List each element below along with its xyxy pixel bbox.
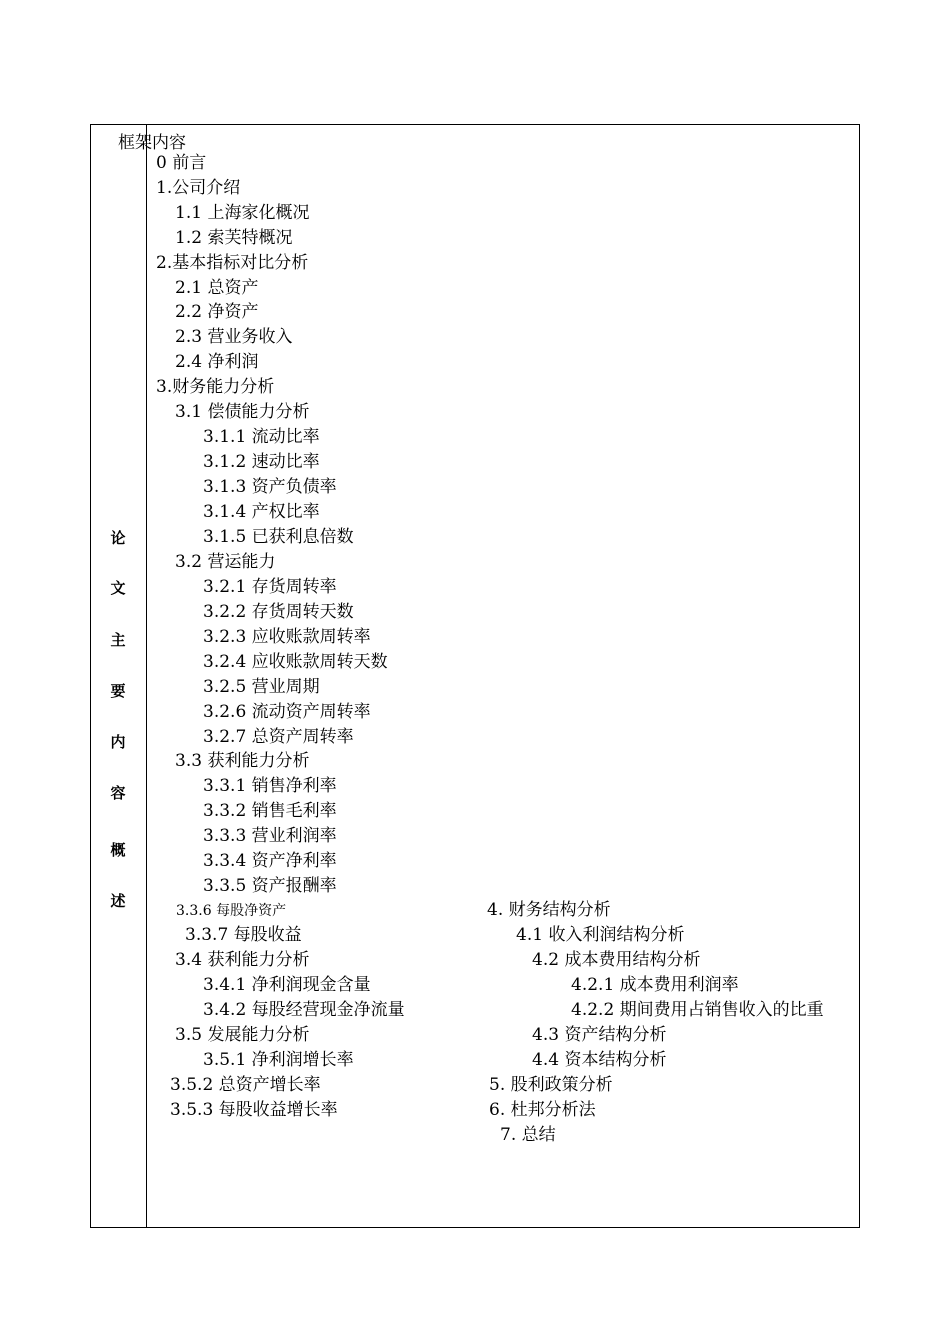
outline-item: 3.3 获利能力分析 [175,751,310,771]
outline-item: 3.3.5 资产报酬率 [203,876,337,896]
outline-item: 3.2.4 应收账款周转天数 [203,652,388,672]
outline-item: 5. 股利政策分析 [489,1075,613,1095]
outline-item: 3.2.1 存货周转率 [203,577,337,597]
side-label-char: 文 [110,579,126,597]
outline-item: 3.3.1 销售净利率 [203,776,337,796]
outline-item: 3.1.1 流动比率 [203,427,320,447]
outline-item: 2.3 营业务收入 [175,327,293,347]
outline-item: 3.4 获利能力分析 [175,950,310,970]
outline-item: 3.5.2 总资产增长率 [170,1075,321,1095]
outline-item: 3.4.1 净利润现金含量 [203,975,371,995]
outline-item: 7. 总结 [500,1125,556,1145]
outline-item: 4.4 资本结构分析 [532,1050,667,1070]
outline-item: 4.2.1 成本费用利润率 [571,975,739,995]
side-label-char: 概 [110,841,126,859]
outline-item: 3.3.4 资产净利率 [203,851,337,871]
outline-item: 3.1.3 资产负债率 [203,477,337,497]
outline-item: 3.2.3 应收账款周转率 [203,627,371,647]
side-label-char: 内 [110,733,126,751]
outline-item: 3.2.2 存货周转天数 [203,602,354,622]
outline-item: 0 前言 [156,153,207,173]
outline-item: 3.1 偿债能力分析 [175,402,310,422]
outline-item: 3.3.2 销售毛利率 [203,801,337,821]
outline-item: 3.1.5 已获利息倍数 [203,527,354,547]
outline-item: 4. 财务结构分析 [487,900,611,920]
side-label-char: 述 [110,892,126,910]
outline-item: 6. 杜邦分析法 [489,1100,596,1120]
outline-item: 3.5.1 净利润增长率 [203,1050,354,1070]
section-header: 框架内容 [118,133,186,153]
outline-item: 4.2 成本费用结构分析 [532,950,701,970]
outline-item: 2.4 净利润 [175,352,259,372]
outline-item: 3.2.7 总资产周转率 [203,727,354,747]
outline-item: 3.3.7 每股收益 [185,925,302,945]
outline-item: 1.1 上海家化概况 [175,203,310,223]
outline-item: 3.3.6 每股净资产 [176,903,287,919]
outline-item: 3.1.2 速动比率 [203,452,320,472]
outline-item: 3.财务能力分析 [156,377,275,397]
outline-item: 3.3.3 营业利润率 [203,826,337,846]
outline-item: 1.2 索芙特概况 [175,228,293,248]
side-label-char: 论 [110,529,126,547]
column-divider [146,124,147,1228]
outline-item: 4.3 资产结构分析 [532,1025,667,1045]
outline-item: 1.公司介绍 [156,178,241,198]
outline-item: 4.1 收入利润结构分析 [516,925,685,945]
outline-item: 3.4.2 每股经营现金净流量 [203,1000,405,1020]
outline-item: 4.2.2 期间费用占销售收入的比重 [571,1000,824,1020]
outline-item: 2.基本指标对比分析 [156,253,309,273]
outline-item: 3.2.5 营业周期 [203,677,320,697]
outline-item: 2.2 净资产 [175,302,259,322]
outline-item: 3.5 发展能力分析 [175,1025,310,1045]
side-label-char: 容 [110,784,126,802]
outline-item: 3.1.4 产权比率 [203,502,320,522]
outline-item: 3.2 营运能力 [175,552,276,572]
outline-item: 2.1 总资产 [175,278,259,298]
side-label-char: 主 [110,631,126,649]
outline-item: 3.5.3 每股收益增长率 [170,1100,338,1120]
outline-item: 3.2.6 流动资产周转率 [203,702,371,722]
side-label-char: 要 [110,682,126,700]
